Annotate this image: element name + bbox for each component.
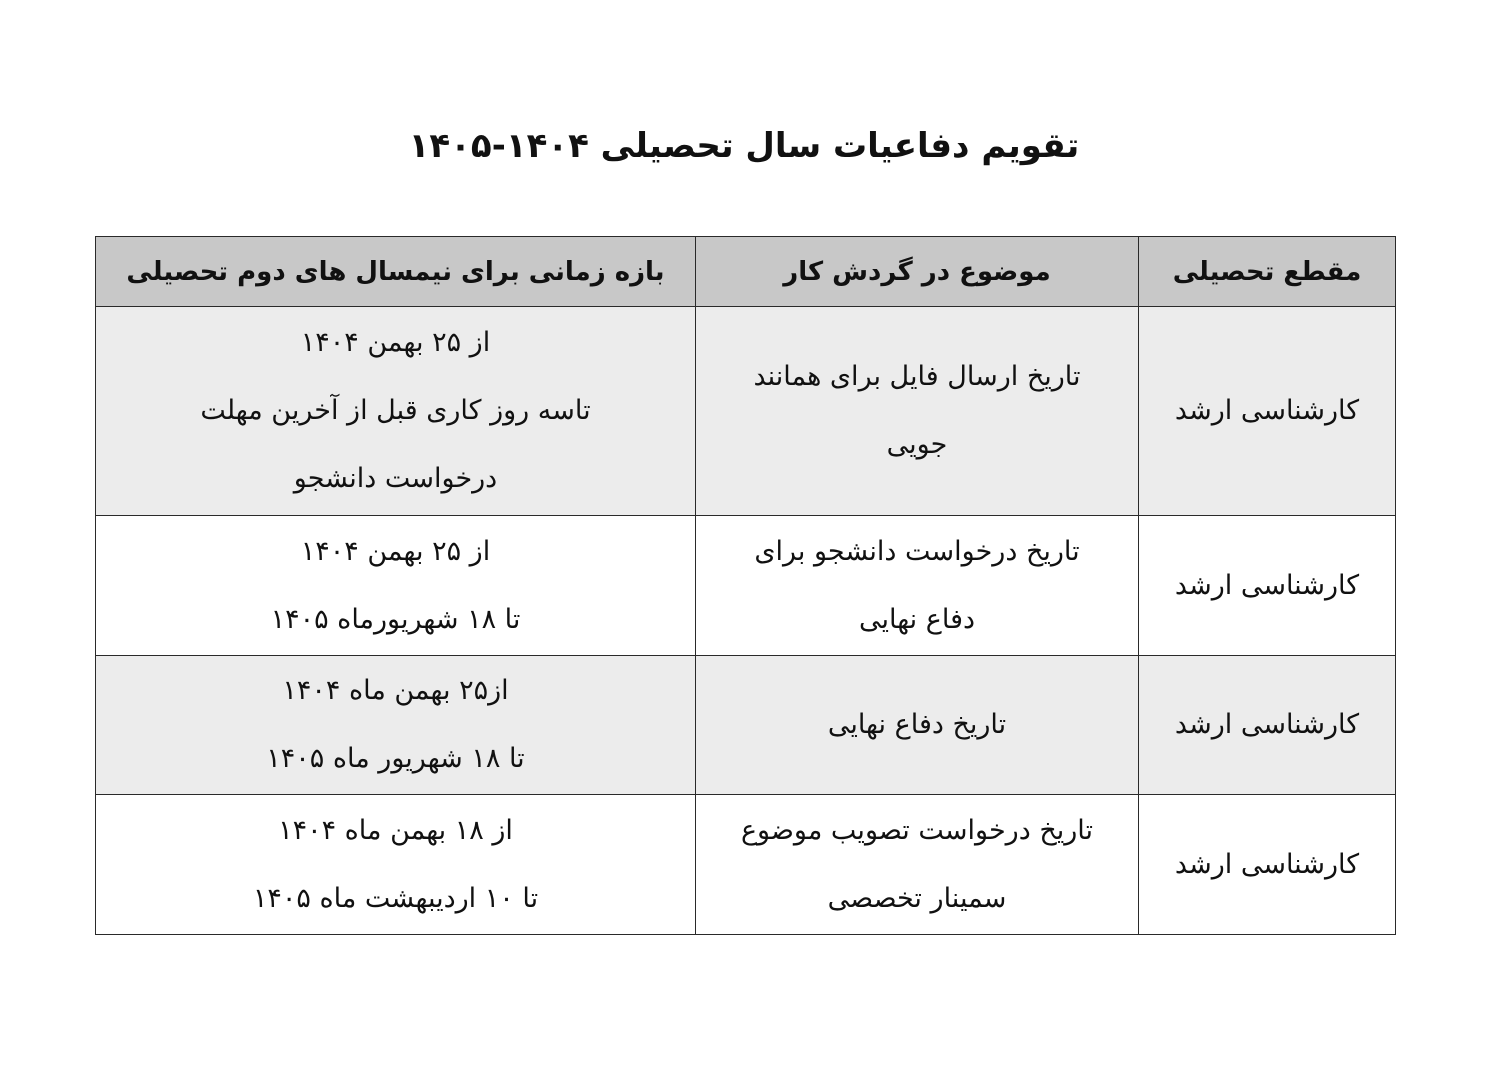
cell-period-line: تا ۱۸ شهریور ماه ۱۴۰۵ bbox=[266, 743, 525, 774]
header-level: مقطع تحصیلی bbox=[1139, 237, 1396, 307]
cell-level: کارشناسی ارشد bbox=[1139, 795, 1396, 935]
header-period: بازه زمانی برای نیمسال های دوم تحصیلی bbox=[96, 237, 696, 307]
cell-period-line: از۲۵ بهمن ماه ۱۴۰۴ bbox=[282, 675, 509, 706]
cell-topic bbox=[696, 516, 1139, 656]
cell-topic-line: جویی bbox=[886, 429, 948, 460]
cell-period-line: تا ۱۸ شهریورماه ۱۴۰۵ bbox=[270, 603, 521, 635]
cell-level: کارشناسی ارشد bbox=[1139, 656, 1396, 795]
table-row bbox=[96, 516, 1396, 656]
table-header-row bbox=[96, 237, 1396, 307]
cell-period-line: تاسه روز کاری قبل از آخرین مهلت bbox=[200, 395, 591, 426]
cell-level: کارشناسی ارشد bbox=[1139, 307, 1396, 516]
cell-topic-line: سمینار تخصصی bbox=[827, 882, 1007, 914]
cell-topic bbox=[696, 656, 1139, 795]
cell-period bbox=[96, 795, 696, 935]
header-topic: موضوع در گردش کار bbox=[696, 237, 1139, 307]
cell-topic-line: دفاع نهایی bbox=[858, 603, 976, 635]
cell-period-line: تا ۱۰ اردیبهشت ماه ۱۴۰۵ bbox=[252, 882, 539, 914]
cell-period-line: از ۲۵ بهمن ۱۴۰۴ bbox=[300, 327, 491, 358]
cell-topic-line: تاریخ درخواست دانشجو برای bbox=[754, 535, 1080, 567]
cell-period bbox=[96, 656, 696, 795]
cell-period-line: از ۱۸ بهمن ماه ۱۴۰۴ bbox=[278, 814, 513, 846]
table-row bbox=[96, 307, 1396, 516]
cell-level: کارشناسی ارشد bbox=[1139, 516, 1396, 656]
cell-topic bbox=[696, 795, 1139, 935]
cell-period-line: از ۲۵ بهمن ۱۴۰۴ bbox=[300, 535, 491, 567]
table-row bbox=[96, 795, 1396, 935]
page-title: تقویم دفاعیات سال تحصیلی ۱۴۰۴-۱۴۰۵ bbox=[408, 126, 1080, 166]
cell-period bbox=[96, 307, 696, 516]
table-row bbox=[96, 656, 1396, 795]
cell-topic-line: تاریخ درخواست تصویب موضوع bbox=[740, 814, 1094, 846]
cell-topic bbox=[696, 307, 1139, 516]
cell-topic-line: تاریخ دفاع نهایی bbox=[827, 709, 1007, 740]
cell-period bbox=[96, 516, 696, 656]
defense-schedule-table bbox=[95, 236, 1396, 935]
cell-period-line: درخواست دانشجو bbox=[293, 463, 498, 494]
cell-topic-line: تاریخ ارسال فایل برای همانند bbox=[753, 361, 1081, 392]
